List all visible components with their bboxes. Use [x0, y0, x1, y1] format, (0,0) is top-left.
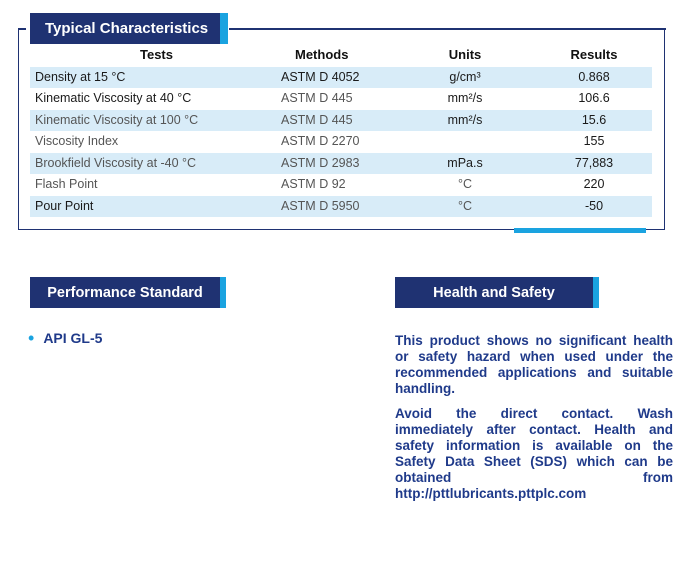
bullet-icon: •: [28, 328, 35, 348]
cell-test: Pour Point: [35, 199, 94, 213]
table-row: [30, 110, 652, 131]
heading-accent: [220, 277, 226, 308]
cell-test: Density at 15 °C: [35, 70, 126, 84]
heading-accent: [220, 13, 228, 44]
cell-result: 106.6: [578, 91, 610, 105]
cell-unit: mm²/s: [447, 113, 483, 127]
table-header: [30, 47, 652, 65]
accent-bar: [514, 228, 646, 233]
table-row: [30, 174, 652, 195]
cell-method: ASTM D 2270: [281, 134, 360, 148]
header-results: Results: [570, 47, 618, 62]
typical-characteristics-heading: [30, 13, 220, 44]
header-units: Units: [448, 47, 482, 62]
cell-test: Brookfield Viscosity at -40 °C: [35, 156, 197, 170]
cell-method: ASTM D 445: [281, 113, 353, 127]
performance-standard-heading: [30, 277, 220, 308]
cell-result: 220: [583, 177, 605, 191]
cell-method: ASTM D 4052: [281, 70, 360, 84]
health-paragraph: This product shows no significant health or safety hazard when used under the recommended applications and suitable handling.: [395, 333, 673, 396]
table-row: [30, 131, 652, 152]
cell-test: Kinematic Viscosity at 100 °C: [35, 113, 199, 127]
cell-result: -50: [584, 199, 604, 213]
performance-item: API GL-5: [43, 330, 103, 346]
cell-method: ASTM D 2983: [281, 156, 360, 170]
cell-method: ASTM D 5950: [281, 199, 360, 213]
performance-standard-title: Performance Standard: [47, 284, 203, 301]
cell-result: 15.6: [581, 113, 607, 127]
typical-characteristics-title: Typical Characteristics: [45, 20, 209, 37]
cell-unit: mm²/s: [447, 91, 483, 105]
cell-unit: mPa.s: [447, 156, 483, 170]
header-methods: Methods: [295, 47, 349, 62]
cell-unit: °C: [457, 199, 473, 213]
health-paragraph: Avoid the direct contact. Wash immediately after contact. Health and safety information is available on the Safety Data Sheet (SDS) which can be obtained from http://pttlubricants.pttplc.com: [395, 406, 673, 501]
header-tests: Tests: [140, 47, 173, 62]
cell-result: 77,883: [574, 156, 614, 170]
heading-accent: [593, 277, 599, 308]
table-row: [30, 153, 652, 174]
cell-test: Kinematic Viscosity at 40 °C: [35, 91, 192, 105]
cell-unit: g/cm³: [449, 70, 481, 84]
cell-test: Flash Point: [35, 177, 98, 191]
health-safety-heading: [395, 277, 593, 308]
cell-test: Viscosity Index: [35, 134, 119, 148]
table-row: [30, 88, 652, 109]
table-row: [30, 196, 652, 217]
cell-method: ASTM D 445: [281, 91, 353, 105]
cell-method: ASTM D 92: [281, 177, 346, 191]
health-safety-title: Health and Safety: [433, 284, 555, 301]
cell-result: 0.868: [578, 70, 610, 84]
cell-result: 155: [583, 134, 605, 148]
list-item: [28, 330, 102, 346]
table-row: [30, 67, 652, 88]
cell-unit: °C: [457, 177, 473, 191]
